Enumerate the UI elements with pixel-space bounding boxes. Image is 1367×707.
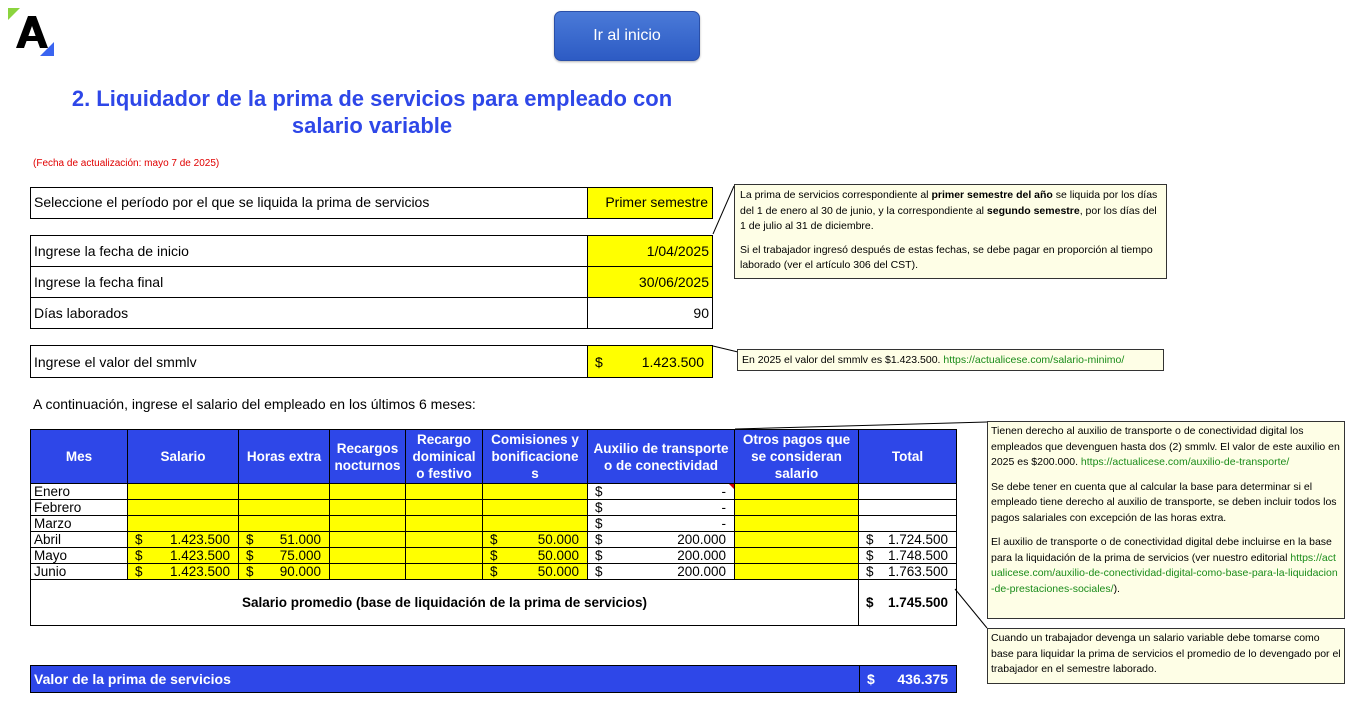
semester-note (734, 184, 1167, 279)
smmlv-note-link[interactable]: https://actualicese.com/salario-minimo/ (943, 354, 1125, 366)
col-header-comisiones (483, 430, 588, 484)
amount: - (721, 500, 726, 515)
currency-symbol: $ (490, 564, 498, 579)
col-header-horas-extra: Horas extra (239, 430, 330, 484)
month-cell: Abril (31, 532, 128, 548)
month-cell: Junio (31, 564, 128, 580)
comisiones-input[interactable] (483, 548, 588, 564)
currency-symbol: $ (595, 564, 603, 579)
note-text: se liquida por los días del 1 de enero al 30 de junio, y la correspondiente al (740, 189, 1158, 217)
result-value-cell (859, 665, 957, 693)
days-label: Días laborados (34, 305, 129, 321)
currency-symbol: $ (595, 548, 603, 563)
note-text: La prima de servicios correspondiente al (740, 189, 932, 201)
transport-note-p3 (991, 535, 1341, 597)
period-value: Primer semestre (605, 194, 708, 210)
month-cell: Enero (31, 484, 128, 500)
recargo-dominical-input[interactable] (406, 532, 483, 548)
currency-symbol: $ (866, 548, 874, 563)
auxilio-cell (588, 516, 735, 532)
salario-input[interactable] (128, 564, 239, 580)
recargo-dominical-input[interactable] (406, 564, 483, 580)
otros-pagos-input[interactable] (735, 484, 859, 500)
table-row (31, 500, 957, 516)
variable-salary-note (987, 628, 1345, 684)
table-row (31, 564, 957, 580)
currency-symbol: $ (595, 500, 603, 515)
recargos-nocturnos-input[interactable] (330, 548, 406, 564)
transport-note-p2: Se debe tener en cuenta que al calcular la base para determinar si el empleado tiene derecho al auxilio de transporte, se deben incluir todos los pagos salariales con excepción de las horas extra. (991, 480, 1337, 524)
amount: 50.000 (537, 548, 579, 563)
amount: 50.000 (537, 564, 579, 579)
col-header-otros-pagos: Otros pagos que se consideran salario (735, 430, 859, 484)
amount: 51.000 (279, 532, 321, 547)
transport-note (987, 421, 1345, 619)
recargos-nocturnos-input[interactable] (330, 516, 406, 532)
col-header-recargos-nocturnos: Recargos nocturnos (330, 430, 406, 484)
days-value: 90 (693, 305, 709, 321)
total-cell (859, 564, 957, 580)
otros-pagos-input[interactable] (735, 564, 859, 580)
end-date-label: Ingrese la fecha final (34, 274, 164, 290)
amount: 1.423.500 (169, 564, 230, 579)
salario-input[interactable] (128, 500, 239, 516)
col-header-salario: Salario (128, 430, 239, 484)
auxilio-cell (588, 548, 735, 564)
month-cell: Febrero (31, 500, 128, 516)
currency-symbol: $ (135, 564, 143, 579)
amount: 200.000 (677, 548, 726, 563)
amount: - (721, 516, 726, 531)
horas-extra-input[interactable] (239, 484, 330, 500)
total-cell (859, 516, 957, 532)
average-value-cell (859, 580, 957, 626)
col-header-auxilio: Auxilio de transporte o de conectividad (588, 430, 735, 484)
smmlv-currency: $ (595, 354, 603, 370)
amount: 1.763.500 (887, 564, 948, 579)
total-cell (859, 500, 957, 516)
salario-input[interactable] (128, 548, 239, 564)
otros-pagos-input[interactable] (735, 548, 859, 564)
auxilio-cell (588, 500, 735, 516)
smmlv-label: Ingrese el valor del smmlv (34, 354, 197, 370)
auxilio-cell (588, 564, 735, 580)
comisiones-input[interactable] (483, 564, 588, 580)
recargos-nocturnos-input[interactable] (330, 564, 406, 580)
result-label: Valor de la prima de servicios (34, 671, 231, 687)
recargo-dominical-input[interactable] (406, 484, 483, 500)
note-bold-text: primer semestre del año (931, 189, 1053, 201)
amount: 1.748.500 (887, 548, 948, 563)
month-cell: Mayo (31, 548, 128, 564)
smmlv-note-text: En 2025 el valor del smmlv es $1.423.500. (742, 354, 944, 366)
comisiones-input[interactable] (483, 516, 588, 532)
salary-table (30, 429, 957, 626)
amount: 200.000 (677, 532, 726, 547)
salario-input[interactable] (128, 484, 239, 500)
amount: 1.724.500 (887, 532, 948, 547)
header-line: Comisiones y (491, 432, 579, 447)
semester-note-p1 (740, 188, 1161, 235)
currency-symbol: $ (490, 532, 498, 547)
transport-note-p1 (991, 424, 1341, 471)
currency-symbol: $ (135, 532, 143, 547)
auxilio-cell (588, 532, 735, 548)
month-cell: Marzo (31, 516, 128, 532)
end-date-value: 30/06/2025 (638, 274, 709, 290)
home-button-label: Ir al inicio (593, 27, 661, 44)
comisiones-input[interactable] (483, 532, 588, 548)
comisiones-input[interactable] (483, 484, 588, 500)
amount: 50.000 (537, 532, 579, 547)
col-header-recargo-dominical: Recargo dominical o festivo (406, 430, 483, 484)
currency-symbol: $ (246, 532, 254, 547)
start-date-label: Ingrese la fecha de inicio (34, 243, 189, 259)
average-value: 1.745.500 (887, 595, 948, 610)
period-label: Seleccione el período por el que se liquida la prima de servicios (34, 194, 430, 210)
auxilio-cell (588, 484, 735, 500)
average-row (31, 580, 957, 626)
result-currency: $ (867, 671, 875, 687)
table-row (31, 516, 957, 532)
otros-pagos-input[interactable] (735, 500, 859, 516)
currency-symbol: $ (866, 564, 874, 579)
smmlv-value: 1.423.500 (641, 354, 704, 370)
recargo-dominical-input[interactable] (406, 500, 483, 516)
currency-symbol: $ (246, 548, 254, 563)
currency-symbol: $ (866, 532, 874, 547)
comisiones-input[interactable] (483, 500, 588, 516)
amount: - (721, 484, 726, 499)
otros-pagos-input[interactable] (735, 532, 859, 548)
total-cell (859, 532, 957, 548)
amount: 200.000 (677, 564, 726, 579)
page-title-line1: 2. Liquidador de la prima de servicios para empleado con (71, 86, 673, 111)
average-label: Salario promedio (base de liquidación de la prima de servicios) (31, 580, 859, 626)
note-text: , por los días del 1 de julio al 31 de diciembre. (740, 204, 1157, 232)
header-line: bonificacione (491, 449, 579, 464)
currency-symbol: $ (490, 548, 498, 563)
currency-symbol: $ (595, 516, 603, 531)
note-text: ). (1113, 582, 1120, 595)
currency-symbol: $ (135, 548, 143, 563)
recargo-dominical-input[interactable] (406, 548, 483, 564)
currency-symbol: $ (595, 484, 603, 499)
col-header-total: Total (859, 430, 957, 484)
result-value: 436.375 (897, 671, 948, 687)
horas-extra-input[interactable] (239, 516, 330, 532)
total-cell (859, 548, 957, 564)
table-row (31, 548, 957, 564)
salario-input[interactable] (128, 532, 239, 548)
horas-extra-input[interactable] (239, 500, 330, 516)
start-date-value: 1/04/2025 (646, 243, 709, 259)
header-line: s (531, 466, 539, 481)
amount: 1.423.500 (169, 548, 230, 563)
comment-indicator (729, 484, 734, 489)
table-row (31, 532, 957, 548)
instructions-text: A continuación, ingrese el salario del empleado en los últimos 6 meses: (33, 396, 476, 412)
horas-extra-input[interactable] (239, 532, 330, 548)
horas-extra-input[interactable] (239, 564, 330, 580)
note-text: Tienen derecho al auxilio de transporte o de conectividad digital los empleados que devenguen hasta dos (2) smmlv. El valor de este auxilio en 2025 es $200.000. (991, 425, 1340, 468)
average-currency: $ (866, 595, 874, 610)
total-cell (859, 484, 957, 500)
note-text: El auxilio de transporte o de conectividad digital debe incluirse en la base para la liquidación de la prima de servicios (ver nuestro editorial (991, 536, 1332, 564)
recargos-nocturnos-input[interactable] (330, 484, 406, 500)
editorial-link[interactable]: https://actualicese.com/auxilio-de-conectividad-digital-como-base-para-la-liquidacion-de-prestaciones-sociales/ (991, 551, 1338, 595)
col-header-mes: Mes (31, 430, 128, 484)
amount: 90.000 (279, 564, 321, 579)
variable-salary-note-text: Cuando un trabajador devenga un salario variable debe tomarse como base para liquidar la prima de servicios el promedio de lo devengado por el trabajador en el semestre laborado. (991, 632, 1341, 675)
salario-input[interactable] (128, 516, 239, 532)
recargos-nocturnos-input[interactable] (330, 500, 406, 516)
currency-symbol: $ (595, 532, 603, 547)
note-bold-text: segundo semestre (986, 204, 1080, 217)
recargos-nocturnos-input[interactable] (330, 532, 406, 548)
semester-note-p2: Si el trabajador ingresó después de estas fechas, se debe pagar en proporción al tiempo laborado (ver el artículo 306 del CST). (740, 243, 1153, 271)
update-date: (Fecha de actualización: mayo 7 de 2025) (33, 158, 220, 169)
recargo-dominical-input[interactable] (406, 516, 483, 532)
transport-note-link[interactable]: https://actualicese.com/auxilio-de-transporte/ (1080, 456, 1290, 468)
page-title-line2: salario variable (291, 113, 453, 138)
table-header-row (31, 430, 957, 484)
result-label-cell (30, 665, 860, 693)
amount: 1.423.500 (169, 532, 230, 547)
table-row (31, 484, 957, 500)
currency-symbol: $ (246, 564, 254, 579)
horas-extra-input[interactable] (239, 548, 330, 564)
otros-pagos-input[interactable] (735, 516, 859, 532)
amount: 75.000 (279, 548, 321, 563)
smmlv-note (737, 349, 1164, 371)
